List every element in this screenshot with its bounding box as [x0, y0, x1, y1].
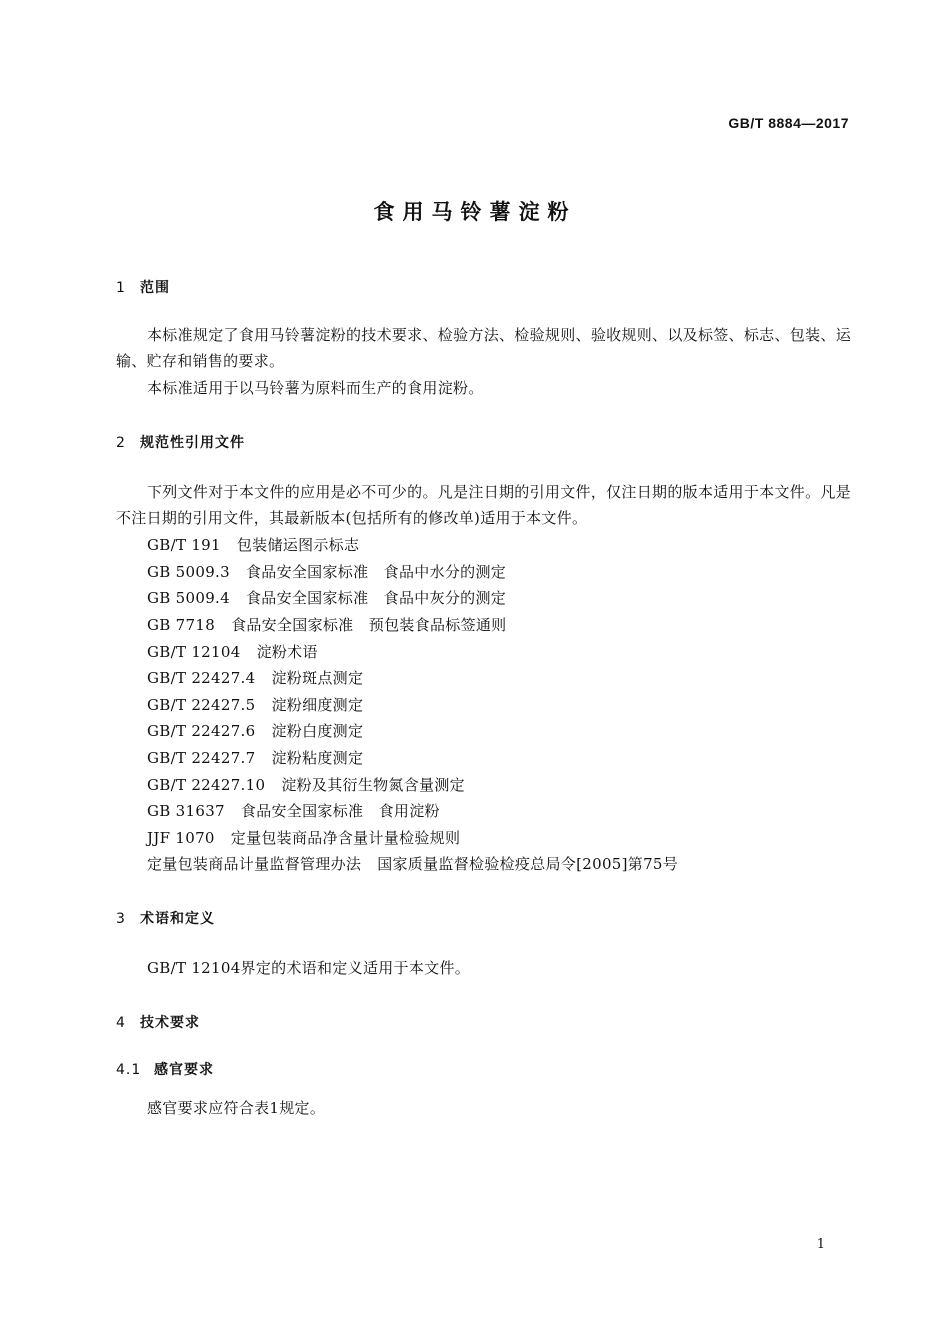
reference-code: GB 31637	[147, 802, 225, 820]
section-title: 技术要求	[140, 1015, 200, 1031]
reference-item	[147, 588, 506, 608]
reference-title: 包装储运图示标志	[236, 536, 360, 554]
reference-item	[147, 748, 363, 768]
section-heading-3	[116, 908, 215, 928]
reference-code: GB/T 22427.5	[147, 696, 256, 714]
reference-code: GB 7718	[147, 616, 216, 634]
reference-item	[147, 615, 506, 635]
reference-code: GB 5009.4	[147, 589, 230, 607]
reference-title: 定量包装商品净含量计量检验规则	[230, 829, 461, 847]
section-title: 范围	[140, 280, 170, 296]
standard-number: GB/T 8884—2017	[728, 115, 849, 131]
section-heading-2	[116, 432, 245, 452]
reference-item	[147, 668, 363, 688]
terms-paragraph: GB/T 12104界定的术语和定义适用于本文件。	[147, 959, 471, 977]
reference-item	[147, 801, 440, 821]
section-number: 2	[116, 435, 126, 451]
reference-item	[147, 695, 363, 715]
scope-paragraph-2: 本标准适用于以马铃薯为原料而生产的食用淀粉。	[147, 379, 484, 397]
reference-code: GB/T 22427.6	[147, 722, 256, 740]
reference-code: 定量包装商品计量监督管理办法	[147, 855, 362, 873]
reference-title: 食品安全国家标准 预包装食品标签通则	[231, 616, 507, 634]
reference-title: 食品安全国家标准 食品中灰分的测定	[245, 589, 507, 607]
reference-item	[147, 535, 359, 555]
section-number: 4	[116, 1015, 126, 1031]
section-number: 1	[116, 280, 126, 296]
reference-title: 淀粉及其衍生物氮含量测定	[281, 776, 465, 794]
reference-code: GB/T 22427.7	[147, 749, 256, 767]
reference-title: 淀粉术语	[256, 643, 318, 661]
reference-item	[147, 854, 678, 874]
reference-title: 淀粉细度测定	[271, 696, 364, 714]
reference-code: GB/T 191	[147, 536, 221, 554]
section-title: 规范性引用文件	[140, 435, 245, 451]
section-number: 3	[116, 911, 126, 927]
section-number: 4.1	[116, 1062, 142, 1078]
reference-title: 国家质量监督检验检疫总局令[2005]第75号	[377, 855, 679, 873]
scope-paragraph-1: 本标准规定了食用马铃薯淀粉的技术要求、检验方法、检验规则、验收规则、以及标签、标志、包装、运输、贮存和销售的要求。	[116, 326, 851, 370]
reference-code: GB 5009.3	[147, 563, 230, 581]
reference-title: 食品安全国家标准 食用淀粉	[240, 802, 440, 820]
reference-title: 淀粉粘度测定	[271, 749, 364, 767]
page-number: 1	[816, 1237, 825, 1252]
reference-title: 淀粉斑点测定	[271, 669, 364, 687]
reference-code: GB/T 12104	[147, 643, 241, 661]
reference-item	[147, 775, 465, 795]
reference-item	[147, 721, 363, 741]
section-heading-1	[116, 277, 170, 297]
section-title: 感官要求	[154, 1062, 214, 1078]
reference-item	[147, 562, 506, 582]
reference-item	[147, 828, 460, 848]
references-intro: 下列文件对于本文件的应用是必不可少的。凡是注日期的引用文件，仅注日期的版本适用于本文件。凡是不注日期的引用文件，其最新版本(包括所有的修改单)适用于本文件。	[116, 483, 851, 527]
section-heading-4	[116, 1012, 200, 1032]
reference-item	[147, 642, 318, 662]
reference-title: 淀粉白度测定	[271, 722, 364, 740]
reference-title: 食品安全国家标准 食品中水分的测定	[245, 563, 507, 581]
reference-code: JJF 1070	[147, 829, 215, 847]
document-title: 食用马铃薯淀粉	[373, 200, 577, 224]
reference-code: GB/T 22427.4	[147, 669, 256, 687]
sensory-paragraph: 感官要求应符合表1规定。	[147, 1099, 326, 1117]
reference-code: GB/T 22427.10	[147, 776, 266, 794]
subsection-heading-4-1	[116, 1059, 214, 1079]
section-title: 术语和定义	[140, 911, 215, 927]
